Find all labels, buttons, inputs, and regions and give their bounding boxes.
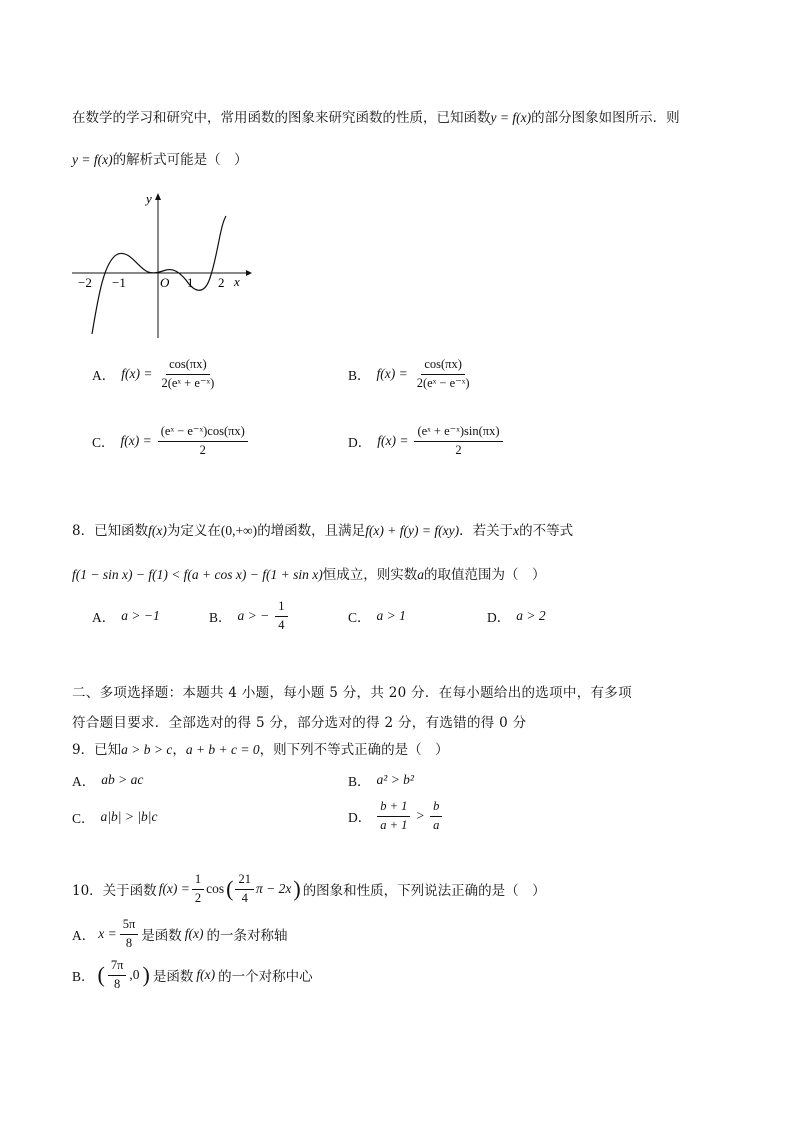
- right-paren: ): [142, 962, 150, 988]
- q10-half-fraction: [192, 872, 204, 906]
- q7-option-c[interactable]: [92, 424, 248, 458]
- q10-option-a[interactable]: [72, 917, 288, 951]
- fraction-denominator: a + 1: [380, 817, 408, 832]
- option-lhs: x =: [98, 926, 117, 942]
- origin-label: O: [160, 275, 170, 290]
- fraction-denominator: 8: [125, 935, 133, 950]
- q9-cond1: a > b > c: [121, 742, 173, 757]
- q8-functional-equation: f(x) + f(y) = f(xy): [365, 523, 460, 538]
- q8-option-b[interactable]: [209, 599, 288, 633]
- q8-text-d: ．若关于: [459, 523, 514, 539]
- option-fraction-2: [430, 799, 442, 833]
- q8-text-e: 的不等式: [519, 523, 574, 539]
- option-fraction: [120, 917, 139, 951]
- option-fraction: [414, 424, 502, 458]
- option-fraction: [158, 357, 217, 391]
- tick-label-neg1: −1: [112, 275, 126, 290]
- option-fraction: [275, 599, 287, 633]
- option-text: a² > b²: [376, 772, 414, 787]
- fraction-numerator: b: [430, 799, 442, 817]
- greater-than-sign: >: [416, 808, 425, 824]
- q8-text-b: 为定义在: [166, 523, 221, 539]
- option-label: B．: [348, 774, 371, 789]
- fraction-numerator: 1: [192, 872, 204, 890]
- option-lhs: f(x) =: [377, 433, 409, 449]
- q8-domain: (0,+∞): [220, 523, 258, 538]
- q10-func: f(x) =: [158, 881, 190, 897]
- option-label: C．: [72, 811, 95, 826]
- option-label: A．: [72, 928, 96, 944]
- option-label: B．: [348, 368, 371, 384]
- fraction-denominator: 2: [455, 442, 462, 457]
- option-text: a > 1: [376, 608, 406, 623]
- section2-instructions-line2: 符合题目要求．全部选对的得 5 分，部分选对的得 2 分，有选错的得 0 分: [72, 715, 527, 731]
- q7-option-b[interactable]: [348, 357, 473, 391]
- y-axis-arrow: [155, 193, 161, 200]
- fraction-numerator: 5π: [120, 917, 139, 935]
- q7-option-a[interactable]: [92, 357, 217, 391]
- q8-inequality: f(1 − sin x) − f(1) < f(a + cos x) − f(1 + sin x): [72, 567, 323, 582]
- q10-cos: cos: [206, 881, 225, 897]
- q9-option-c[interactable]: [72, 807, 157, 827]
- y-axis-label: y: [146, 191, 152, 206]
- q9-option-a[interactable]: [72, 770, 143, 790]
- q9-text-a: 9．已知: [72, 742, 122, 758]
- fraction-numerator: b + 1: [377, 799, 410, 817]
- q7-stem-line2-text: 的解析式可能是（ ）: [112, 152, 248, 168]
- q8-text-f: 恒成立，则实数: [322, 567, 418, 583]
- q9-stem: [72, 738, 449, 758]
- option-label: A．: [72, 774, 96, 789]
- q8-var-x: x: [513, 523, 520, 538]
- tick-label-neg2: −2: [78, 275, 92, 290]
- section2-instructions-line1: 二、多项选择题：本题共 4 小题，每小题 5 分，共 20 分．在每小题给出的选项中，有多项: [72, 685, 632, 701]
- fraction-numerator: 21: [235, 872, 254, 890]
- fraction-denominator: a: [433, 817, 440, 832]
- option-tail: 的一个对称中心: [218, 969, 313, 986]
- q10-stem: [72, 872, 546, 906]
- fraction-denominator: 4: [241, 890, 248, 905]
- fraction-numerator: (eˣ − e⁻ˣ)cos(πx): [158, 424, 248, 442]
- option-text: a > 2: [516, 608, 546, 623]
- x-axis-arrow: [246, 270, 252, 276]
- q10-inner-fraction: [235, 872, 254, 906]
- fraction-numerator: cos(πx): [166, 357, 210, 375]
- q10-text-b: 的图象和性质，下列说法正确的是（ ）: [302, 883, 546, 900]
- option-label: C．: [92, 435, 115, 451]
- q7-stem-text-1: 在数学的学习和研究中，常用函数的图象来研究函数的性质，已知函数: [72, 110, 491, 126]
- q9-option-d[interactable]: [348, 799, 442, 833]
- option-label: D．: [348, 810, 372, 826]
- option-label: A．: [92, 610, 116, 625]
- option-label: D．: [487, 610, 511, 625]
- q8-func: f(x): [148, 523, 167, 538]
- fraction-denominator: 2(eˣ + e⁻ˣ): [161, 375, 215, 390]
- option-func: f(x): [196, 967, 216, 983]
- option-text: a > −: [237, 608, 270, 624]
- option-label: D．: [348, 435, 372, 451]
- fraction-numerator: 7π: [108, 958, 127, 976]
- option-tail: 的一条对称轴: [206, 928, 288, 945]
- option-fraction: [158, 424, 248, 458]
- option-fraction: [414, 357, 473, 391]
- q7-stem-line2: [72, 148, 248, 168]
- q7-stem-text-2: 的部分图象如图所示．则: [531, 110, 680, 126]
- q10-inner-rest: π − 2x: [255, 881, 292, 897]
- option-lhs: f(x) =: [121, 366, 153, 382]
- q7-stem-line2-func: y = f(x): [72, 152, 113, 167]
- q8-option-a[interactable]: [92, 606, 160, 626]
- option-text: 是函数: [141, 928, 182, 945]
- option-label: C．: [348, 610, 371, 625]
- fraction-numerator: (eˣ + e⁻ˣ)sin(πx): [414, 424, 502, 442]
- right-paren: ): [293, 876, 301, 902]
- fraction-denominator: 4: [278, 617, 285, 632]
- q8-text-c: 的增函数，且满足: [257, 523, 366, 539]
- option-text: a > −1: [121, 608, 160, 623]
- q10-option-b[interactable]: [72, 958, 313, 992]
- fraction-numerator: cos(πx): [421, 357, 465, 375]
- q7-stem-line1: [72, 106, 680, 126]
- option-text: a|b| > |b|c: [100, 809, 158, 824]
- option-label: B．: [209, 610, 232, 626]
- fraction-denominator: 8: [114, 976, 121, 991]
- q9-sep: ，: [172, 742, 186, 758]
- option-zero: ,0: [129, 967, 140, 983]
- q7-stem-func: y = f(x): [490, 110, 532, 125]
- option-func: f(x): [184, 926, 204, 942]
- q8-stem-line1: [72, 519, 573, 539]
- fraction-numerator: 1: [275, 599, 287, 617]
- option-lhs: f(x) =: [376, 366, 408, 382]
- option-label: B．: [72, 969, 95, 985]
- option-label: A．: [92, 368, 116, 384]
- q9-cond2: a + b + c = 0: [185, 742, 260, 757]
- option-lhs: f(x) =: [120, 433, 152, 449]
- q7-function-graph: [68, 188, 258, 343]
- q8-text-a: 8．已知函数: [72, 523, 149, 539]
- left-paren: (: [97, 962, 105, 988]
- q8-option-c[interactable]: [348, 606, 406, 626]
- left-paren: (: [226, 876, 234, 902]
- q9-text-b: ，则下列不等式正确的是（ ）: [259, 742, 449, 758]
- q7-option-d[interactable]: [348, 424, 503, 458]
- fraction-denominator: 2: [199, 442, 206, 457]
- q8-option-d[interactable]: [487, 606, 546, 626]
- option-fraction: [108, 958, 127, 992]
- x-axis-label: x: [234, 274, 240, 289]
- option-text: 是函数: [152, 969, 194, 986]
- fraction-denominator: 2: [194, 890, 202, 905]
- q9-option-b[interactable]: [348, 770, 414, 790]
- q8-var-a: a: [417, 567, 424, 582]
- q8-text-g: 的取值范围为（ ）: [423, 567, 546, 583]
- option-fraction-1: [377, 799, 410, 833]
- tick-label-2: 2: [218, 275, 225, 290]
- tick-label-1: 1: [187, 275, 194, 290]
- fraction-denominator: 2(eˣ − e⁻ˣ): [416, 375, 470, 390]
- q8-stem-line2: [72, 563, 545, 583]
- q10-text-a: 10．关于函数: [72, 883, 157, 900]
- option-text: ab > ac: [101, 772, 144, 787]
